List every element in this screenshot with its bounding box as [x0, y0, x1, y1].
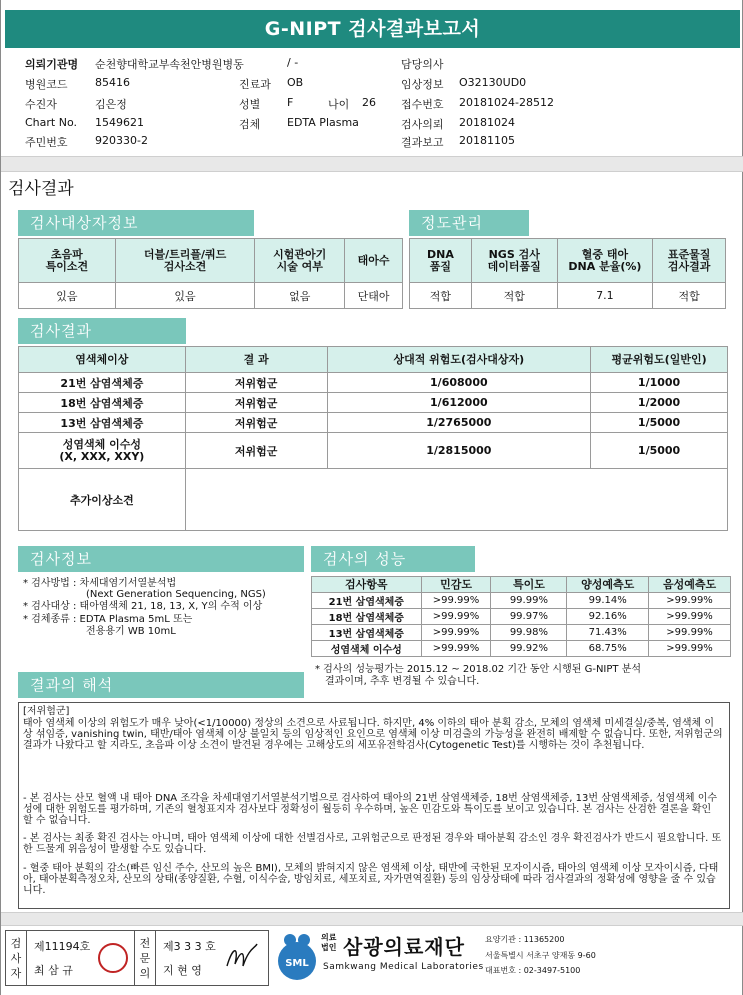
subject-value: 있음 — [115, 283, 255, 309]
report-date-value: 20181105 — [459, 134, 515, 147]
org-prefix: 의료법인 — [321, 933, 337, 952]
resident-label: 주민번호 — [25, 136, 68, 149]
test-info-line: * 검사대상 : 태아염색체 21, 18, 13, X, Y의 수적 이상 — [23, 601, 263, 612]
perf-cell: >99.99% — [421, 609, 491, 625]
result-cell: 1/5000 — [591, 413, 728, 433]
performance-tab: 검사의 성능 — [311, 546, 475, 572]
inspector-seal-icon — [98, 943, 128, 973]
test-info-line: 전용용기 WB 10mL — [86, 626, 176, 637]
clinical-label: 임상정보 — [401, 78, 444, 91]
perf-cell: 92.16% — [567, 609, 649, 625]
quality-value: 적합 — [410, 283, 472, 309]
perf-header: 양성예측도 — [567, 577, 649, 593]
sml-logo-icon — [275, 931, 319, 981]
org-address: 서울특별시 서초구 양재동 9-60 — [485, 951, 596, 960]
receiver-label: 수진자 — [25, 98, 57, 111]
receiver-value: 김은정 — [95, 98, 127, 111]
resident-value: 920330-2 — [95, 134, 148, 147]
perf-cell: 13번 삼염색체증 — [312, 625, 422, 641]
perf-cell: 18번 삼염색체증 — [312, 609, 422, 625]
perf-cell: 68.75% — [567, 641, 649, 657]
result-cell: 저위험군 — [185, 433, 327, 469]
perf-cell: 99.99% — [491, 593, 567, 609]
subject-value: 단태아 — [345, 283, 403, 309]
result-cell: 18번 삼염색체증 — [19, 393, 186, 413]
results-tab: 검사결과 — [18, 318, 186, 344]
clinical-value: O32130UD0 — [459, 76, 527, 89]
quality-header: 표준물질 검사결과 — [653, 239, 726, 283]
subject-header: 태아수 — [345, 239, 403, 283]
report-title: G-NIPT 검사결과보고서 — [5, 10, 740, 48]
result-cell: 성염색체 이수성 (X, XXX, XXY) — [19, 433, 186, 469]
extra-findings-label: 추가이상소견 — [19, 469, 186, 531]
subject-info-tab: 검사대상자정보 — [18, 210, 254, 236]
result-cell: 1/1000 — [591, 373, 728, 393]
results-header: 결 과 — [185, 347, 327, 373]
result-cell: 1/2765000 — [327, 413, 591, 433]
age-label: 나이 — [328, 98, 350, 111]
inspector-number: 제11194호 — [34, 940, 91, 953]
result-row — [19, 373, 728, 393]
extra-findings-value — [185, 469, 727, 531]
perf-cell: >99.99% — [421, 641, 491, 657]
org-code: 요양기관 : 11365200 — [485, 935, 565, 944]
interpretation-paragraph: - 본 검사는 산모 혈액 내 태아 DNA 조각을 차세대염기서열분석기법으로 검사하여 태아의 21번 삼염색체증, 18번 삼염색체증, 13번 삼염색체증, 성염색체 이수성에 대한 위험도를 평가하며, 기존의 혈청표지자 검사보다 정확성이 월등히 우수하며, 높은 민감도와 특이도를 보이고 있습니다. 본 검사는 산검한 결론을 확인 할 수 없습니다. — [23, 793, 718, 826]
sml-logo-text: SML — [285, 958, 309, 969]
hospital-code-label: 병원코드 — [25, 78, 68, 91]
perf-header: 음성예측도 — [649, 577, 731, 593]
result-cell: 1/2000 — [591, 393, 728, 413]
result-cell: 13번 삼염색체증 — [19, 413, 186, 433]
receipt-label: 접수번호 — [401, 98, 444, 111]
org-name-en: Samkwang Medical Laboratories — [323, 962, 484, 972]
performance-table — [311, 576, 731, 657]
performance-note: * 검사의 성능평가는 2015.12 ~ 2018.02 기간 동안 시행된 G-NIPT 분석 — [315, 664, 642, 675]
results-table — [18, 346, 728, 531]
interpretation-paragraph: - 본 검사는 최종 확진 검사는 아니며, 태아 염색체 이상에 대한 선별검사로, 고위험군으로 판정된 경우와 태아분획 감소인 경우 확진검사가 반드시 필요합니다. 또한 드물게 위음성이 발생할 수도 있습니다. — [23, 833, 722, 855]
result-row — [19, 393, 728, 413]
specimen-label: 검체 — [239, 118, 261, 131]
report-date-label: 결과보고 — [401, 136, 444, 149]
subject-info-table — [18, 238, 403, 309]
specialist-number: 제3 3 3 호 — [163, 940, 216, 953]
subject-header: 더블/트리플/쿼드 검사소견 — [115, 239, 255, 283]
request-label: 검사의뢰 — [401, 118, 444, 131]
institution-label: 의뢰기관명 — [25, 58, 79, 71]
result-cell: 1/5000 — [591, 433, 728, 469]
department-value: OB — [287, 76, 304, 89]
interpretation-paragraph: 태아 염색체 이상의 위험도가 매우 낮아(<1/10000) 정상의 소견으로 사료됩니다. 하지만, 4% 이하의 태아 분획 감소, 모체의 염색체 미세결실/중복, 염색체 이상 섞임증, vanishing twin, 태반/태아 염색체 이상 불일치 등의 임상적인 요인으로 염색체 이상 미검출의 가능성을 완전히 배제할 수 없습니다. 또한, 저위험군의 결과가 나왔다고 할 지라도, 초음파 이상 소견이 발견된 경우에는 고해상도의 세포유전학검사(Cytogenetic Test)를 시행하는 것이 추천됩니다. — [23, 718, 723, 751]
specimen-value: EDTA Plasma — [287, 116, 359, 129]
test-info-tab: 검사정보 — [18, 546, 304, 572]
quality-tab: 정도관리 — [409, 210, 529, 236]
inspector-name: 최 삼 규 — [34, 964, 73, 977]
subject-header: 초음파 특이소견 — [19, 239, 116, 283]
results-header: 상대적 위험도(검사대상자) — [327, 347, 591, 373]
quality-value: 7.1 — [557, 283, 653, 309]
result-cell: 저위험군 — [185, 393, 327, 413]
perf-row — [312, 593, 731, 609]
perf-cell: 99.92% — [491, 641, 567, 657]
sex-value: F — [287, 96, 294, 109]
perf-header: 민감도 — [421, 577, 491, 593]
subject-value: 있음 — [19, 283, 116, 309]
subject-value: 없음 — [255, 283, 345, 309]
perf-cell: 99.98% — [491, 625, 567, 641]
performance-note: 결과이며, 추후 변경될 수 있습니다. — [325, 676, 480, 687]
institution-value: 순천향대학교부속천안병원병동 — [95, 58, 244, 71]
perf-cell: 99.97% — [491, 609, 567, 625]
department-label: 진료과 — [239, 78, 271, 91]
section-divider — [1, 156, 743, 172]
results-header: 평균위험도(일반인) — [591, 347, 728, 373]
test-info-line: * 검사방법 : 차세대염기서열분석법 — [23, 578, 177, 589]
inspector-label: 검사자 — [10, 937, 22, 980]
signature-icon — [223, 940, 261, 976]
result-cell: 저위험군 — [185, 413, 327, 433]
quality-header: NGS 검사 데이터품질 — [471, 239, 557, 283]
perf-cell: >99.99% — [421, 593, 491, 609]
perf-cell: >99.99% — [649, 593, 731, 609]
result-cell: 1/608000 — [327, 373, 591, 393]
quality-table — [409, 238, 726, 309]
result-cell: 1/612000 — [327, 393, 591, 413]
result-cell: 저위험군 — [185, 373, 327, 393]
signature-divider — [155, 930, 156, 986]
perf-cell: >99.99% — [421, 625, 491, 641]
result-cell: 1/2815000 — [327, 433, 591, 469]
chart-value: 1549621 — [95, 116, 144, 129]
hospital-code-value: 85416 — [95, 76, 130, 89]
section-title: 검사결과 — [8, 179, 74, 199]
subject-header: 시험관아기 시술 여부 — [255, 239, 345, 283]
perf-header: 특이도 — [491, 577, 567, 593]
perf-cell: 성염색체 이수성 — [312, 641, 422, 657]
signature-divider — [26, 930, 27, 986]
perf-row — [312, 625, 731, 641]
perf-row — [312, 641, 731, 657]
perf-cell: >99.99% — [649, 625, 731, 641]
result-row — [19, 433, 728, 469]
result-row — [19, 413, 728, 433]
perf-header: 검사항목 — [312, 577, 422, 593]
request-value: 20181024 — [459, 116, 515, 129]
specialist-label: 전문의 — [139, 937, 151, 980]
quality-value: 적합 — [471, 283, 557, 309]
quality-value: 적합 — [653, 283, 726, 309]
results-header: 염색체이상 — [19, 347, 186, 373]
footer-divider — [1, 912, 743, 926]
perf-row — [312, 609, 731, 625]
interpretation-heading: [저위험군] — [23, 706, 70, 717]
perf-cell: 99.14% — [567, 593, 649, 609]
institution-extra: / - — [287, 56, 299, 69]
org-name: 삼광의료재단 — [343, 935, 465, 959]
quality-header: 혈중 태아 DNA 분율(%) — [557, 239, 653, 283]
doctor-label: 담당의사 — [401, 58, 444, 71]
sex-label: 성별 — [239, 98, 261, 111]
test-info-line: * 검체종류 : EDTA Plasma 5mL 또는 — [23, 614, 193, 625]
perf-cell: >99.99% — [649, 641, 731, 657]
org-phone: 대표번호 : 02-3497-5100 — [485, 966, 581, 975]
specialist-name: 지 현 영 — [163, 964, 202, 977]
quality-header: DNA 품질 — [410, 239, 472, 283]
interpretation-paragraph: - 혈중 태아 분획의 감소(빠른 임신 주수, 산모의 높은 BMI), 모체의 밝혀지지 않은 염색체 이상, 태반에 국한된 모자이시즘, 태아의 염색체 이상 모자이시즘, 다태아, 태아분획측정오차, 산모의 상태(종양질환, 수혈, 이식수술, 방임치료, 세포치료, 자가면역질환) 등의 임상상태에 따라 검사결과의 정확성에 영향을 줄 수 있습니다. — [23, 863, 719, 896]
perf-cell: >99.99% — [649, 609, 731, 625]
perf-cell: 21번 삼염색체증 — [312, 593, 422, 609]
perf-cell: 71.43% — [567, 625, 649, 641]
test-info-line: (Next Generation Sequencing, NGS) — [86, 589, 266, 600]
result-cell: 21번 삼염색체증 — [19, 373, 186, 393]
age-value: 26 — [362, 96, 376, 109]
chart-label: Chart No. — [25, 116, 77, 129]
interpretation-tab: 결과의 해석 — [18, 672, 304, 698]
receipt-value: 20181024-28512 — [459, 96, 554, 109]
